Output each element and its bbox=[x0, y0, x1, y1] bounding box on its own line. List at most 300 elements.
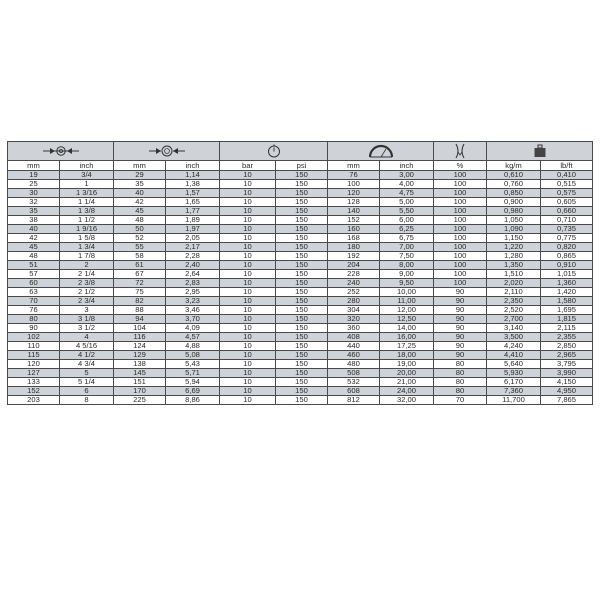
table-cell: 10 bbox=[220, 189, 276, 198]
table-cell: 45 bbox=[8, 243, 60, 252]
table-cell: 55 bbox=[114, 243, 166, 252]
table-cell: 10 bbox=[220, 234, 276, 243]
table-cell: 1,695 bbox=[541, 306, 593, 315]
table-row bbox=[8, 216, 593, 225]
table-cell: 10 bbox=[220, 351, 276, 360]
table-cell: 90 bbox=[434, 288, 487, 297]
table-cell: 2,28 bbox=[166, 252, 220, 261]
table-cell: 1,57 bbox=[166, 189, 220, 198]
table-cell: 150 bbox=[276, 288, 328, 297]
unit-label: mm bbox=[8, 161, 60, 171]
table-cell: 80 bbox=[434, 387, 487, 396]
table-cell: 100 bbox=[434, 189, 487, 198]
table-cell: 30 bbox=[8, 189, 60, 198]
table-cell: 150 bbox=[276, 207, 328, 216]
table-cell: 2,05 bbox=[166, 234, 220, 243]
table-cell: 5,08 bbox=[166, 351, 220, 360]
table-cell: 1 3/8 bbox=[60, 207, 114, 216]
table-cell: 120 bbox=[328, 189, 380, 198]
table-cell: 80 bbox=[434, 378, 487, 387]
table-cell: 150 bbox=[276, 252, 328, 261]
table-cell: 150 bbox=[276, 369, 328, 378]
table-cell: 4 1/2 bbox=[60, 351, 114, 360]
table-cell: 9,50 bbox=[380, 279, 434, 288]
table-cell: 10 bbox=[220, 315, 276, 324]
table-cell: 14,00 bbox=[380, 324, 434, 333]
table-cell: 1 3/16 bbox=[60, 189, 114, 198]
table-cell: 150 bbox=[276, 378, 328, 387]
table-cell: 1,050 bbox=[487, 216, 541, 225]
table-cell: 10 bbox=[220, 342, 276, 351]
table-cell: 7,865 bbox=[541, 396, 593, 405]
table-cell: 150 bbox=[276, 306, 328, 315]
table-cell: 102 bbox=[8, 333, 60, 342]
outer-diameter-header bbox=[114, 142, 220, 161]
bend-radius-header bbox=[328, 142, 434, 161]
table-cell: 90 bbox=[434, 306, 487, 315]
table-row bbox=[8, 297, 593, 306]
table-cell: 1 7/8 bbox=[60, 252, 114, 261]
table-cell: 440 bbox=[328, 342, 380, 351]
table-cell: 0,980 bbox=[487, 207, 541, 216]
table-cell: 5,50 bbox=[380, 207, 434, 216]
table-cell: 76 bbox=[8, 306, 60, 315]
table-cell: 1,220 bbox=[487, 243, 541, 252]
table-cell: 88 bbox=[114, 306, 166, 315]
table-cell: 3,795 bbox=[541, 360, 593, 369]
vacuum-percent-icon bbox=[453, 143, 467, 159]
table-cell: 1,015 bbox=[541, 270, 593, 279]
table-cell: 150 bbox=[276, 180, 328, 189]
table-cell: 100 bbox=[434, 171, 487, 180]
table-cell: 82 bbox=[114, 297, 166, 306]
table-cell: 168 bbox=[328, 234, 380, 243]
table-cell: 6 bbox=[60, 387, 114, 396]
table-cell: 90 bbox=[434, 351, 487, 360]
table-cell: 57 bbox=[8, 270, 60, 279]
pressure-gauge-icon bbox=[267, 144, 281, 158]
table-cell: 2,40 bbox=[166, 261, 220, 270]
weight-icon bbox=[533, 144, 547, 158]
table-cell: 0,775 bbox=[541, 234, 593, 243]
table-cell: 0,900 bbox=[487, 198, 541, 207]
table-cell: 20,00 bbox=[380, 369, 434, 378]
table-cell: 51 bbox=[8, 261, 60, 270]
table-cell: 10 bbox=[220, 360, 276, 369]
table-cell: 0,865 bbox=[541, 252, 593, 261]
table-cell: 0,515 bbox=[541, 180, 593, 189]
table-cell: 10 bbox=[220, 243, 276, 252]
table-cell: 3,500 bbox=[487, 333, 541, 342]
table-cell: 45 bbox=[114, 207, 166, 216]
table-cell: 150 bbox=[276, 387, 328, 396]
table-cell: 2 1/2 bbox=[60, 288, 114, 297]
table-cell: 150 bbox=[276, 270, 328, 279]
table-cell: 90 bbox=[434, 324, 487, 333]
table-row bbox=[8, 279, 593, 288]
table-cell: 10 bbox=[220, 180, 276, 189]
table-cell: 8,00 bbox=[380, 261, 434, 270]
table-cell: 2,020 bbox=[487, 279, 541, 288]
table-cell: 10 bbox=[220, 333, 276, 342]
table-cell: 150 bbox=[276, 333, 328, 342]
table-cell: 3 bbox=[60, 306, 114, 315]
table-cell: 150 bbox=[276, 234, 328, 243]
table-cell: 80 bbox=[8, 315, 60, 324]
table-cell: 90 bbox=[434, 342, 487, 351]
table-cell: 11,00 bbox=[380, 297, 434, 306]
table-cell: 0,610 bbox=[487, 171, 541, 180]
table-cell: 160 bbox=[328, 225, 380, 234]
table-cell: 100 bbox=[434, 243, 487, 252]
table-cell: 90 bbox=[434, 333, 487, 342]
table-row bbox=[8, 387, 593, 396]
table-cell: 10 bbox=[220, 324, 276, 333]
table-cell: 4,75 bbox=[380, 189, 434, 198]
table-cell: 60 bbox=[8, 279, 60, 288]
unit-label: inch bbox=[60, 161, 114, 171]
table-cell: 150 bbox=[276, 279, 328, 288]
unit-header-row bbox=[8, 161, 593, 171]
table-cell: 240 bbox=[328, 279, 380, 288]
table-row bbox=[8, 315, 593, 324]
table-cell: 0,575 bbox=[541, 189, 593, 198]
table-cell: 2 3/4 bbox=[60, 297, 114, 306]
unit-label: psi bbox=[276, 161, 328, 171]
table-cell: 0,910 bbox=[541, 261, 593, 270]
table-cell: 2,115 bbox=[541, 324, 593, 333]
unit-label: kg/m bbox=[487, 161, 541, 171]
table-cell: 10 bbox=[220, 288, 276, 297]
table-cell: 100 bbox=[434, 270, 487, 279]
table-row bbox=[8, 225, 593, 234]
table-cell: 7,360 bbox=[487, 387, 541, 396]
table-cell: 150 bbox=[276, 342, 328, 351]
table-cell: 10 bbox=[220, 270, 276, 279]
table-cell: 32 bbox=[8, 198, 60, 207]
table-cell: 50 bbox=[114, 225, 166, 234]
table-cell: 150 bbox=[276, 315, 328, 324]
table-cell: 10 bbox=[220, 297, 276, 306]
table-cell: 2,64 bbox=[166, 270, 220, 279]
table-cell: 32,00 bbox=[380, 396, 434, 405]
table-cell: 0,760 bbox=[487, 180, 541, 189]
table-cell: 18,00 bbox=[380, 351, 434, 360]
table-cell: 12,00 bbox=[380, 306, 434, 315]
table-cell: 0,660 bbox=[541, 207, 593, 216]
table-cell: 6,69 bbox=[166, 387, 220, 396]
table-cell: 360 bbox=[328, 324, 380, 333]
table-cell: 6,25 bbox=[380, 225, 434, 234]
table-cell: 24,00 bbox=[380, 387, 434, 396]
table-cell: 52 bbox=[114, 234, 166, 243]
working-pressure-header bbox=[220, 142, 328, 161]
unit-label: mm bbox=[114, 161, 166, 171]
table-cell: 4 3/4 bbox=[60, 360, 114, 369]
table-row bbox=[8, 360, 593, 369]
icon-header-row bbox=[8, 142, 593, 161]
table-row bbox=[8, 207, 593, 216]
table-cell: 6,00 bbox=[380, 216, 434, 225]
table-row bbox=[8, 333, 593, 342]
table-cell: 180 bbox=[328, 243, 380, 252]
table-cell: 10,00 bbox=[380, 288, 434, 297]
table-cell: 10 bbox=[220, 279, 276, 288]
table-cell: 150 bbox=[276, 297, 328, 306]
table-cell: 1,280 bbox=[487, 252, 541, 261]
table-row bbox=[8, 189, 593, 198]
table-cell: 100 bbox=[434, 180, 487, 189]
table-cell: 1 1/2 bbox=[60, 216, 114, 225]
table-cell: 2,110 bbox=[487, 288, 541, 297]
table-cell: 460 bbox=[328, 351, 380, 360]
table-cell: 1,38 bbox=[166, 180, 220, 189]
table-cell: 100 bbox=[434, 234, 487, 243]
table-cell: 80 bbox=[434, 360, 487, 369]
table-cell: 4 5/16 bbox=[60, 342, 114, 351]
table-cell: 67 bbox=[114, 270, 166, 279]
table-cell: 90 bbox=[434, 315, 487, 324]
table-row bbox=[8, 270, 593, 279]
table-cell: 80 bbox=[434, 369, 487, 378]
table-cell: 4,00 bbox=[380, 180, 434, 189]
table-cell: 133 bbox=[8, 378, 60, 387]
table-cell: 61 bbox=[114, 261, 166, 270]
unit-label: mm bbox=[328, 161, 380, 171]
table-cell: 6,75 bbox=[380, 234, 434, 243]
table-cell: 25 bbox=[8, 180, 60, 189]
table-cell: 1,14 bbox=[166, 171, 220, 180]
table-row bbox=[8, 351, 593, 360]
table-cell: 150 bbox=[276, 396, 328, 405]
inner-diameter-header bbox=[8, 142, 114, 161]
table-cell: 150 bbox=[276, 351, 328, 360]
table-cell: 1 1/4 bbox=[60, 198, 114, 207]
table-cell: 3,23 bbox=[166, 297, 220, 306]
table-cell: 127 bbox=[8, 369, 60, 378]
table-cell: 6,170 bbox=[487, 378, 541, 387]
table-cell: 110 bbox=[8, 342, 60, 351]
table-cell: 1,89 bbox=[166, 216, 220, 225]
spec-table-body bbox=[8, 171, 593, 405]
table-cell: 150 bbox=[276, 324, 328, 333]
table-cell: 1,580 bbox=[541, 297, 593, 306]
table-cell: 10 bbox=[220, 252, 276, 261]
table-cell: 408 bbox=[328, 333, 380, 342]
table-cell: 42 bbox=[114, 198, 166, 207]
table-cell: 38 bbox=[8, 216, 60, 225]
table-cell: 10 bbox=[220, 261, 276, 270]
unit-label: % bbox=[434, 161, 487, 171]
table-cell: 0,710 bbox=[541, 216, 593, 225]
table-cell: 1,97 bbox=[166, 225, 220, 234]
table-cell: 1,360 bbox=[541, 279, 593, 288]
table-cell: 150 bbox=[276, 189, 328, 198]
table-cell: 1,350 bbox=[487, 261, 541, 270]
table-cell: 72 bbox=[114, 279, 166, 288]
table-cell: 0,735 bbox=[541, 225, 593, 234]
table-cell: 3,00 bbox=[380, 171, 434, 180]
table-cell: 16,00 bbox=[380, 333, 434, 342]
table-cell: 5,00 bbox=[380, 198, 434, 207]
table-cell: 151 bbox=[114, 378, 166, 387]
table-cell: 2,83 bbox=[166, 279, 220, 288]
table-cell: 40 bbox=[8, 225, 60, 234]
table-cell: 152 bbox=[328, 216, 380, 225]
table-cell: 4,88 bbox=[166, 342, 220, 351]
table-cell: 2,355 bbox=[541, 333, 593, 342]
table-cell: 115 bbox=[8, 351, 60, 360]
table-cell: 70 bbox=[434, 396, 487, 405]
table-row bbox=[8, 288, 593, 297]
table-cell: 10 bbox=[220, 207, 276, 216]
table-cell: 63 bbox=[8, 288, 60, 297]
table-cell: 480 bbox=[328, 360, 380, 369]
table-cell: 5,640 bbox=[487, 360, 541, 369]
table-cell: 8 bbox=[60, 396, 114, 405]
table-cell: 2 3/8 bbox=[60, 279, 114, 288]
table-cell: 3,140 bbox=[487, 324, 541, 333]
table-cell: 90 bbox=[8, 324, 60, 333]
table-cell: 11,700 bbox=[487, 396, 541, 405]
table-cell: 2,350 bbox=[487, 297, 541, 306]
table-cell: 140 bbox=[328, 207, 380, 216]
table-cell: 35 bbox=[114, 180, 166, 189]
table-cell: 5 1/4 bbox=[60, 378, 114, 387]
table-cell: 3 1/8 bbox=[60, 315, 114, 324]
table-cell: 1,150 bbox=[487, 234, 541, 243]
table-row bbox=[8, 252, 593, 261]
table-cell: 2,850 bbox=[541, 342, 593, 351]
table-cell: 75 bbox=[114, 288, 166, 297]
table-cell: 76 bbox=[328, 171, 380, 180]
table-cell: 532 bbox=[328, 378, 380, 387]
table-cell: 100 bbox=[434, 198, 487, 207]
unit-label: inch bbox=[166, 161, 220, 171]
table-cell: 2 1/4 bbox=[60, 270, 114, 279]
table-cell: 100 bbox=[434, 252, 487, 261]
table-cell: 4,240 bbox=[487, 342, 541, 351]
weight-header bbox=[487, 142, 593, 161]
table-cell: 170 bbox=[114, 387, 166, 396]
table-cell: 120 bbox=[8, 360, 60, 369]
table-cell: 252 bbox=[328, 288, 380, 297]
table-cell: 10 bbox=[220, 378, 276, 387]
table-cell: 100 bbox=[434, 216, 487, 225]
table-cell: 3 1/2 bbox=[60, 324, 114, 333]
table-cell: 19,00 bbox=[380, 360, 434, 369]
table-cell: 1,77 bbox=[166, 207, 220, 216]
table-cell: 19 bbox=[8, 171, 60, 180]
table-row bbox=[8, 306, 593, 315]
table-cell: 2,95 bbox=[166, 288, 220, 297]
table-cell: 94 bbox=[114, 315, 166, 324]
table-cell: 10 bbox=[220, 216, 276, 225]
table-cell: 116 bbox=[114, 333, 166, 342]
table-cell: 10 bbox=[220, 396, 276, 405]
table-cell: 58 bbox=[114, 252, 166, 261]
table-cell: 2 bbox=[60, 261, 114, 270]
unit-label: inch bbox=[380, 161, 434, 171]
table-row bbox=[8, 396, 593, 405]
table-row bbox=[8, 171, 593, 180]
table-cell: 1 5/8 bbox=[60, 234, 114, 243]
table-cell: 508 bbox=[328, 369, 380, 378]
table-cell: 10 bbox=[220, 225, 276, 234]
table-row bbox=[8, 180, 593, 189]
table-cell: 152 bbox=[8, 387, 60, 396]
table-cell: 1,420 bbox=[541, 288, 593, 297]
table-cell: 3,70 bbox=[166, 315, 220, 324]
table-cell: 9,00 bbox=[380, 270, 434, 279]
table-cell: 812 bbox=[328, 396, 380, 405]
table-row bbox=[8, 198, 593, 207]
bend-radius-icon bbox=[368, 144, 394, 158]
table-cell: 10 bbox=[220, 369, 276, 378]
table-cell: 42 bbox=[8, 234, 60, 243]
table-cell: 4 bbox=[60, 333, 114, 342]
table-cell: 3,990 bbox=[541, 369, 593, 378]
table-cell: 10 bbox=[220, 387, 276, 396]
table-cell: 0,410 bbox=[541, 171, 593, 180]
hose-outer-diameter-icon bbox=[148, 145, 186, 157]
table-cell: 128 bbox=[328, 198, 380, 207]
table-cell: 0,605 bbox=[541, 198, 593, 207]
table-cell: 1,510 bbox=[487, 270, 541, 279]
unit-label: bar bbox=[220, 161, 276, 171]
table-cell: 4,950 bbox=[541, 387, 593, 396]
table-cell: 100 bbox=[434, 225, 487, 234]
table-cell: 1 bbox=[60, 180, 114, 189]
table-cell: 608 bbox=[328, 387, 380, 396]
table-cell: 145 bbox=[114, 369, 166, 378]
table-cell: 40 bbox=[114, 189, 166, 198]
vacuum-header bbox=[434, 142, 487, 161]
table-cell: 104 bbox=[114, 324, 166, 333]
table-cell: 4,57 bbox=[166, 333, 220, 342]
table-cell: 320 bbox=[328, 315, 380, 324]
table-cell: 4,410 bbox=[487, 351, 541, 360]
table-cell: 5,71 bbox=[166, 369, 220, 378]
table-cell: 100 bbox=[328, 180, 380, 189]
unit-label: lb/ft bbox=[541, 161, 593, 171]
table-cell: 5,930 bbox=[487, 369, 541, 378]
table-cell: 100 bbox=[434, 261, 487, 270]
table-cell: 192 bbox=[328, 252, 380, 261]
table-cell: 280 bbox=[328, 297, 380, 306]
table-cell: 1,65 bbox=[166, 198, 220, 207]
table-cell: 2,700 bbox=[487, 315, 541, 324]
table-cell: 2,965 bbox=[541, 351, 593, 360]
table-cell: 3,46 bbox=[166, 306, 220, 315]
table-cell: 8,86 bbox=[166, 396, 220, 405]
table-cell: 21,00 bbox=[380, 378, 434, 387]
table-cell: 150 bbox=[276, 360, 328, 369]
table-cell: 0,850 bbox=[487, 189, 541, 198]
table-cell: 150 bbox=[276, 261, 328, 270]
table-cell: 1 9/16 bbox=[60, 225, 114, 234]
table-cell: 7,50 bbox=[380, 252, 434, 261]
table-cell: 129 bbox=[114, 351, 166, 360]
hose-spec-table bbox=[7, 141, 593, 405]
table-cell: 5,43 bbox=[166, 360, 220, 369]
table-cell: 150 bbox=[276, 216, 328, 225]
table-cell: 124 bbox=[114, 342, 166, 351]
table-row bbox=[8, 243, 593, 252]
table-cell: 150 bbox=[276, 225, 328, 234]
table-row bbox=[8, 378, 593, 387]
table-cell: 90 bbox=[434, 297, 487, 306]
